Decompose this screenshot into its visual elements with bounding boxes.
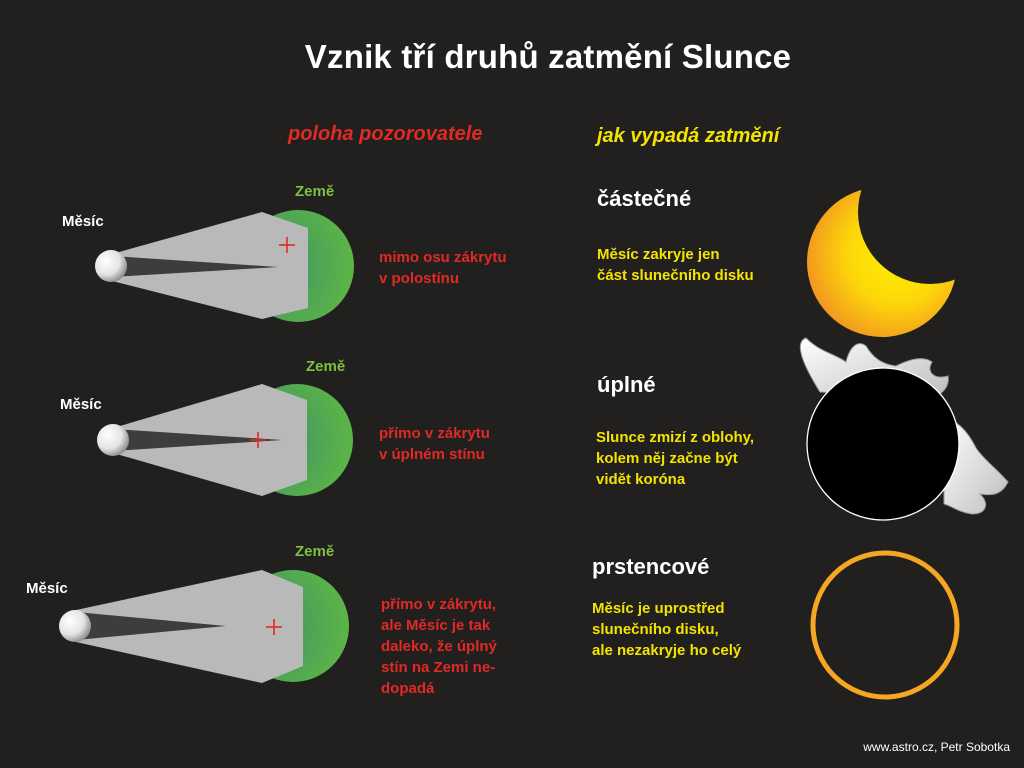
moon-1 <box>95 250 127 282</box>
eclipse-desc-annular <box>592 598 741 661</box>
observer-desc-3-line-2: ale Měsíc je tak <box>381 617 491 634</box>
observer-desc-3-line-1: přímo v zákrytu, <box>381 596 497 613</box>
eclipse-type-annular: prstencové <box>592 554 710 579</box>
earth-label-1: Země <box>295 183 335 200</box>
eclipse-type-total: úplné <box>597 372 656 397</box>
total-eclipse-corona-icon <box>800 338 1008 520</box>
observer-desc-1 <box>379 247 507 289</box>
partial-sun-crescent-icon <box>807 187 957 337</box>
moon-label-3: Měsíc <box>26 580 68 597</box>
moon-label-2: Měsíc <box>60 396 102 413</box>
eclipsed-disk <box>807 368 959 520</box>
eclipse-desc-annular-line-1: Měsíc je uprostřed <box>592 600 725 617</box>
observer-desc-2-line-1: přímo v zákrytu <box>379 425 490 442</box>
eclipse-desc-annular-line-3: ale nezakryje ho celý <box>592 642 742 659</box>
observer-desc-1-line-1: mimo osu zákrytu <box>379 249 507 266</box>
observer-desc-2 <box>379 423 490 465</box>
eclipse-type-partial: částečné <box>597 186 692 211</box>
observer-position-header: poloha pozorovatele <box>288 123 483 145</box>
eclipse-desc-total-line-1: Slunce zmizí z oblohy, <box>596 429 755 446</box>
eclipse-desc-partial-line-1: Měsíc zakryje jen <box>597 246 720 263</box>
row-3-observer-scene <box>59 570 349 683</box>
earth-label-3: Země <box>295 543 335 560</box>
observer-desc-3-line-5: dopadá <box>381 680 435 697</box>
eclipse-desc-annular-line-2: slunečního disku, <box>592 621 719 638</box>
observer-desc-3-line-3: daleko, že úplný <box>381 638 497 655</box>
moon-2 <box>97 424 129 456</box>
moon-3 <box>59 610 91 642</box>
observer-desc-1-line-2: v polostínu <box>379 270 459 287</box>
eclipse-desc-total-line-3: vidět koróna <box>596 471 686 488</box>
eclipse-desc-total <box>596 427 754 490</box>
earth-label-2: Země <box>306 358 346 375</box>
credit-text: www.astro.cz, Petr Sobotka <box>863 740 1010 754</box>
eclipse-desc-partial-line-2: část slunečního disku <box>597 267 754 284</box>
observer-desc-3-line-4: stín na Zemi ne- <box>381 659 496 676</box>
eclipse-desc-partial <box>597 244 754 286</box>
observer-desc-2-line-2: v úplném stínu <box>379 446 485 463</box>
eclipse-appearance-header: jak vypadá zatmění <box>597 125 780 147</box>
row-1-observer-scene <box>95 210 354 322</box>
eclipse-desc-total-line-2: kolem něj začne být <box>596 450 738 467</box>
observer-desc-3 <box>381 594 497 699</box>
row-2-observer-scene <box>97 384 353 496</box>
annular-ring-icon <box>813 553 957 697</box>
moon-label-1: Měsíc <box>62 213 104 230</box>
page-title: Vznik tří druhů zatmění Slunce <box>304 38 792 75</box>
